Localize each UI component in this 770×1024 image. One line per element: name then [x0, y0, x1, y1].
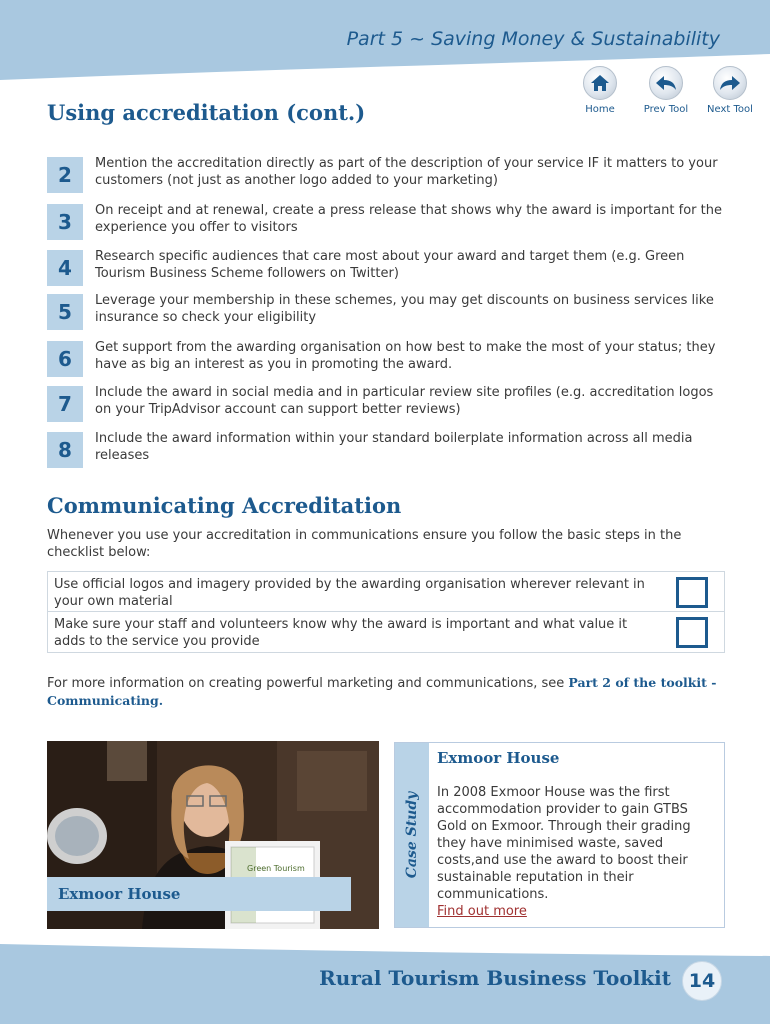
back-arrow-icon: [649, 66, 683, 100]
step-number: 8: [47, 432, 83, 468]
page-number: 14: [682, 961, 722, 1001]
more-info-text: For more information on creating powerful marketing and communications, see: [47, 676, 569, 691]
step-item: [47, 432, 727, 472]
case-study-box: [394, 742, 725, 928]
prev-tool-label: Prev Tool: [643, 104, 689, 115]
toolkit-part2-link[interactable]: Part 2 of the toolkit - Communicating.: [47, 675, 717, 708]
step-number: 3: [47, 204, 83, 240]
photo-caption: Exmoor House: [47, 877, 351, 911]
checklist-checkbox[interactable]: [676, 577, 708, 608]
next-tool-button[interactable]: [700, 66, 760, 115]
home-button[interactable]: [570, 66, 630, 115]
checklist-row: [48, 572, 724, 612]
checklist-item-text: Make sure your staff and volunteers know why the award is important and what value it adds to the service you provide: [54, 617, 628, 649]
checklist-checkbox[interactable]: [676, 617, 708, 648]
step-number: 2: [47, 157, 83, 193]
case-study-label: Case Study: [404, 791, 420, 879]
checklist-row: [48, 612, 724, 652]
case-study-body: In 2008 Exmoor House was the first accommodation provider to gain GTBS Gold on Exmoor. Through their grading they have minimised waste, saved costs,and use the award to boost their sustainable reputation in their communications.: [437, 785, 691, 902]
case-study-title: Exmoor House: [437, 749, 560, 767]
checklist-intro: Whenever you use your accreditation in communications ensure you follow the basic steps in the checklist below:: [47, 528, 682, 560]
step-item: [47, 157, 727, 197]
footer-title: Rural Tourism Business Toolkit: [319, 966, 671, 990]
next-tool-label: Next Tool: [707, 104, 753, 115]
step-number: 5: [47, 294, 83, 330]
step-number: 4: [47, 250, 83, 286]
step-item: [47, 294, 727, 334]
certificate-text: Green Tourism: [247, 864, 305, 873]
nav-panel: [558, 62, 763, 124]
step-text: Get support from the awarding organisation on how best to make the most of your status; they have as big an interest as you in promoting the award.: [95, 340, 716, 372]
find-out-more-link[interactable]: Find out more: [437, 904, 527, 919]
step-text: Leverage your membership in these schemes, you may get discounts on business services like insurance so check your eligibility: [95, 293, 714, 325]
step-text: Mention the accreditation directly as part of the description of your service IF it matters to your customers (not just as another logo added to your marketing): [95, 156, 718, 188]
step-text: On receipt and at renewal, create a press release that shows why the award is important for the experience you offer to visitors: [95, 203, 722, 235]
checklist-item-text: Use official logos and imagery provided by the awarding organisation wherever relevant in your own material: [54, 577, 645, 609]
prev-tool-button[interactable]: [636, 66, 696, 115]
step-number: 7: [47, 386, 83, 422]
home-icon: [583, 66, 617, 100]
checklist-table: [47, 571, 725, 653]
case-study-sidebar: [395, 743, 429, 927]
forward-arrow-icon: [713, 66, 747, 100]
section-heading-communicating-accreditation: Communicating Accreditation: [47, 493, 402, 518]
step-item: [47, 386, 727, 426]
section-heading-using-accreditation: Using accreditation (cont.): [47, 100, 366, 125]
more-info-paragraph: [47, 674, 737, 710]
step-item: [47, 341, 727, 381]
step-text: Include the award in social media and in particular review site profiles (e.g. accreditation logos on your TripAdvisor account can support better reviews): [95, 385, 714, 417]
step-item: [47, 250, 727, 290]
step-text: Include the award information within your standard boilerplate information across all media releases: [95, 431, 693, 463]
step-text: Research specific audiences that care most about your award and target them (e.g. Green Tourism Business Scheme followers on Twitter): [95, 249, 685, 281]
case-study-photo: [47, 741, 379, 929]
step-number: 6: [47, 341, 83, 377]
step-item: [47, 204, 727, 244]
part-title: Part 5 ~ Saving Money & Sustainability: [346, 28, 720, 50]
home-label: Home: [585, 104, 615, 115]
